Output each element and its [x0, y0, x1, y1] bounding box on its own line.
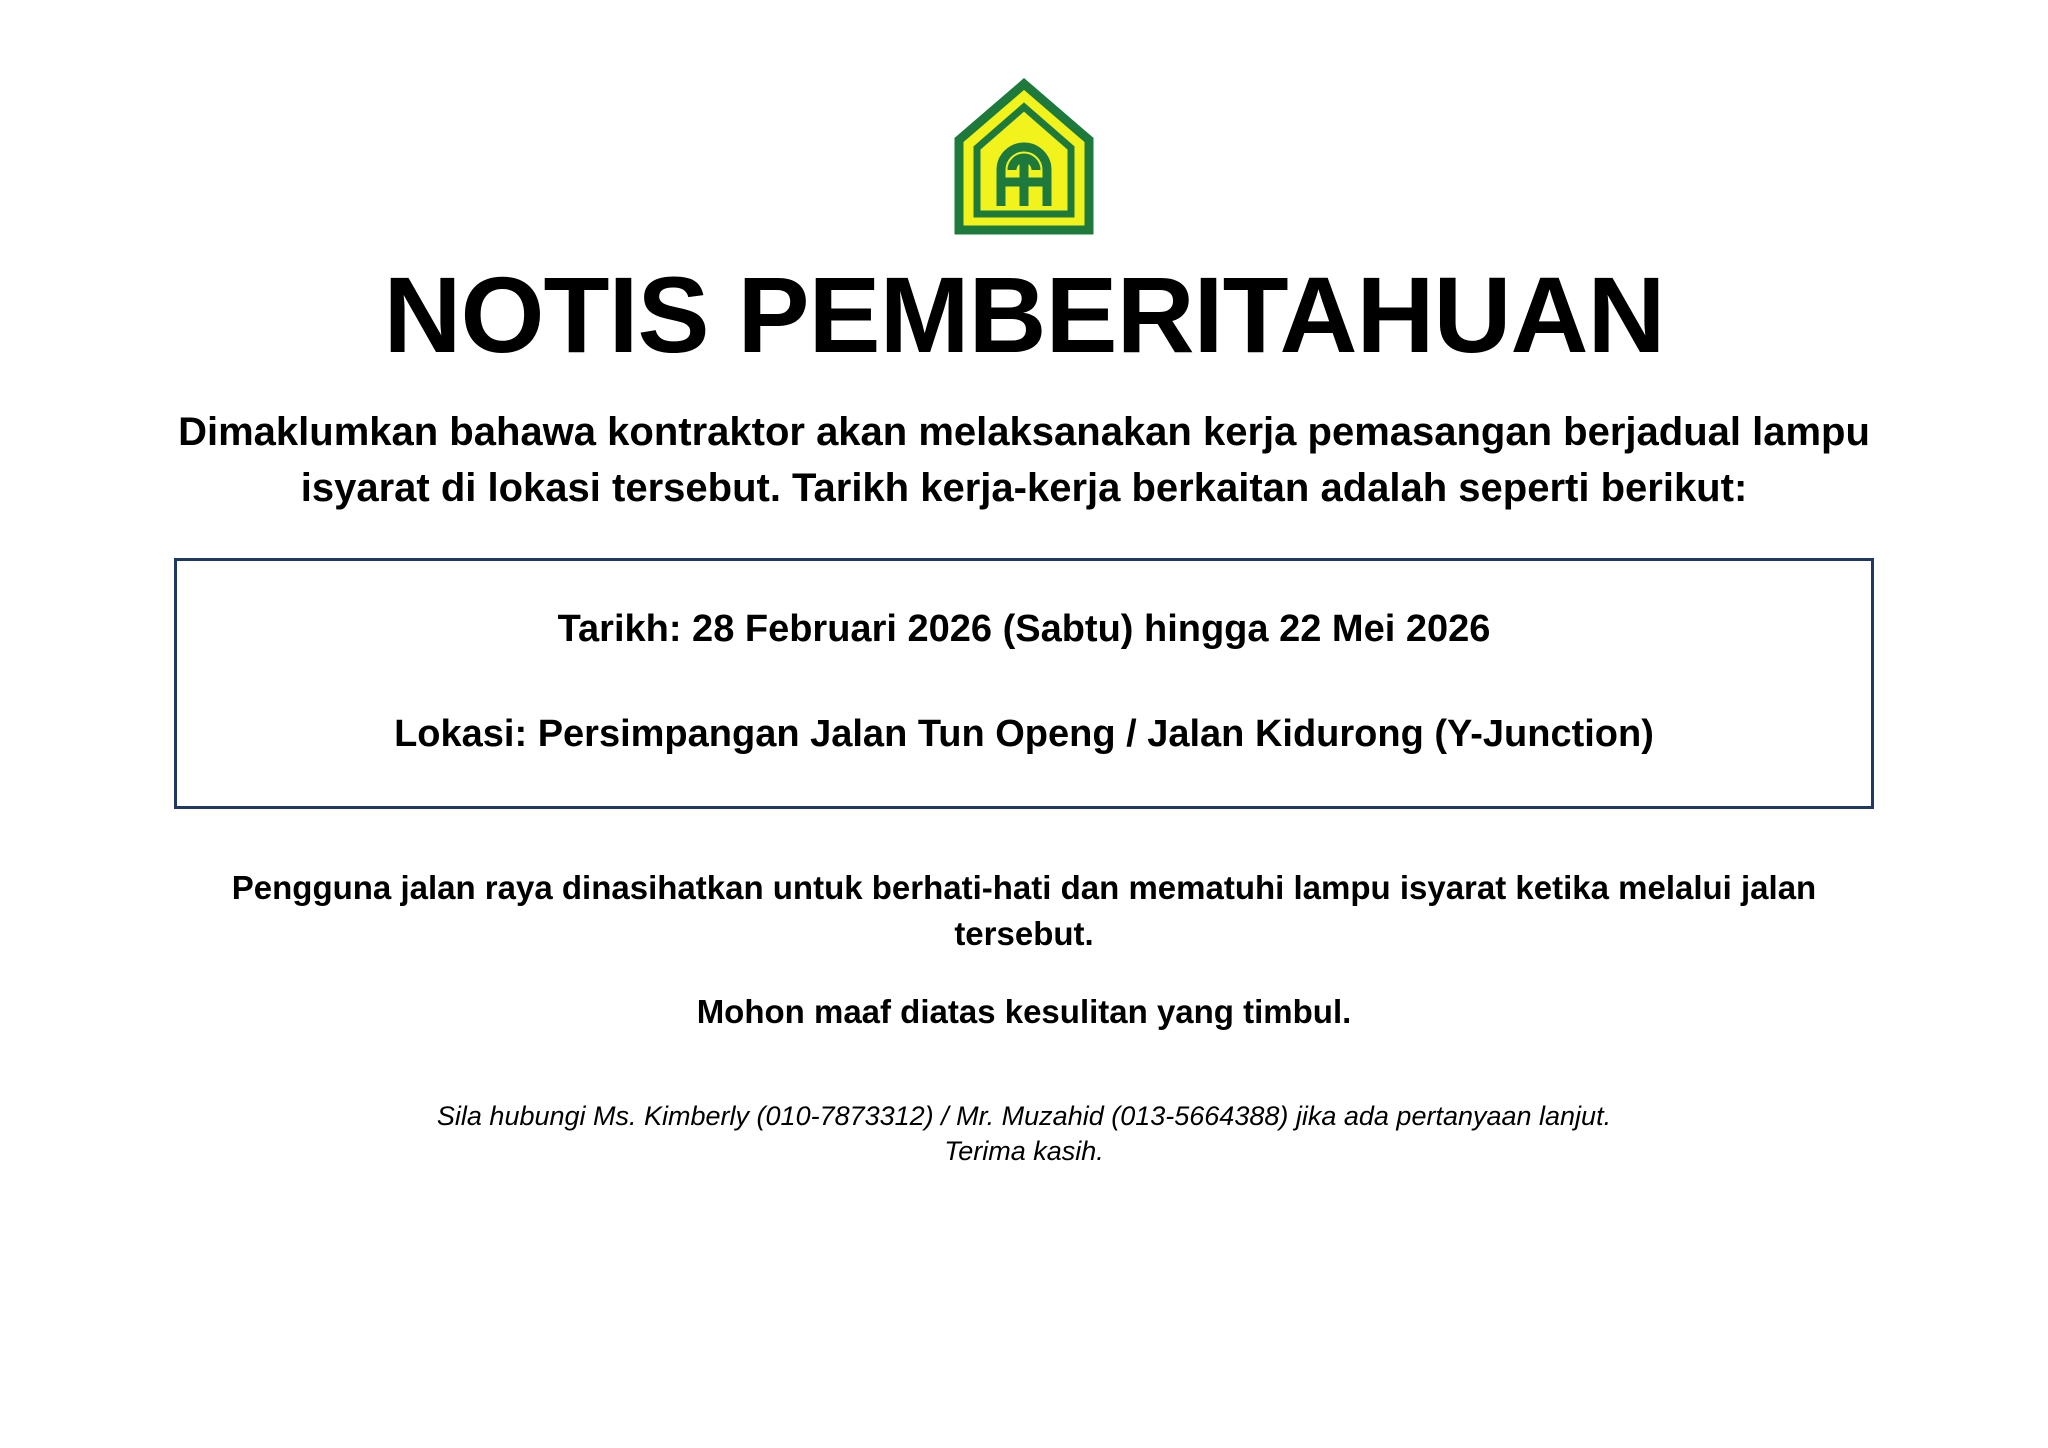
- intro-paragraph: Dimaklumkan bahawa kontraktor akan melaksanakan kerja pemasangan berjadual lampu isyarat di lokasi tersebut. Tarikh kerja-kerja berkaitan adalah seperti berikut:: [178, 410, 1870, 510]
- details-box: [174, 558, 1874, 809]
- advisory-text: Pengguna jalan raya dinasihatkan untuk berhati-hati dan mematuhi lampu isyarat ketika melalui jalan tersebut.: [231, 868, 1817, 952]
- contact-text: Sila hubungi Ms. Kimberly (010-7873312) / Mr. Muzahid (013-5664388) jika ada pertanyaan lanjut.: [436, 1100, 1612, 1131]
- organization-logo: [949, 78, 1099, 238]
- thanks-text: Terima kasih.: [944, 1136, 1104, 1167]
- crest-shield-icon: [949, 78, 1099, 238]
- detail-date: Tarikh: 28 Februari 2026 (Sabtu) hingga 22 Mei 2026: [557, 607, 1491, 650]
- page-title: NOTIS PEMBERITAHUAN: [383, 254, 1665, 375]
- apology-text: Mohon maaf diatas kesulitan yang timbul.: [696, 992, 1352, 1030]
- detail-location: Lokasi: Persimpangan Jalan Tun Openg / Jalan Kidurong (Y-Junction): [394, 713, 1654, 756]
